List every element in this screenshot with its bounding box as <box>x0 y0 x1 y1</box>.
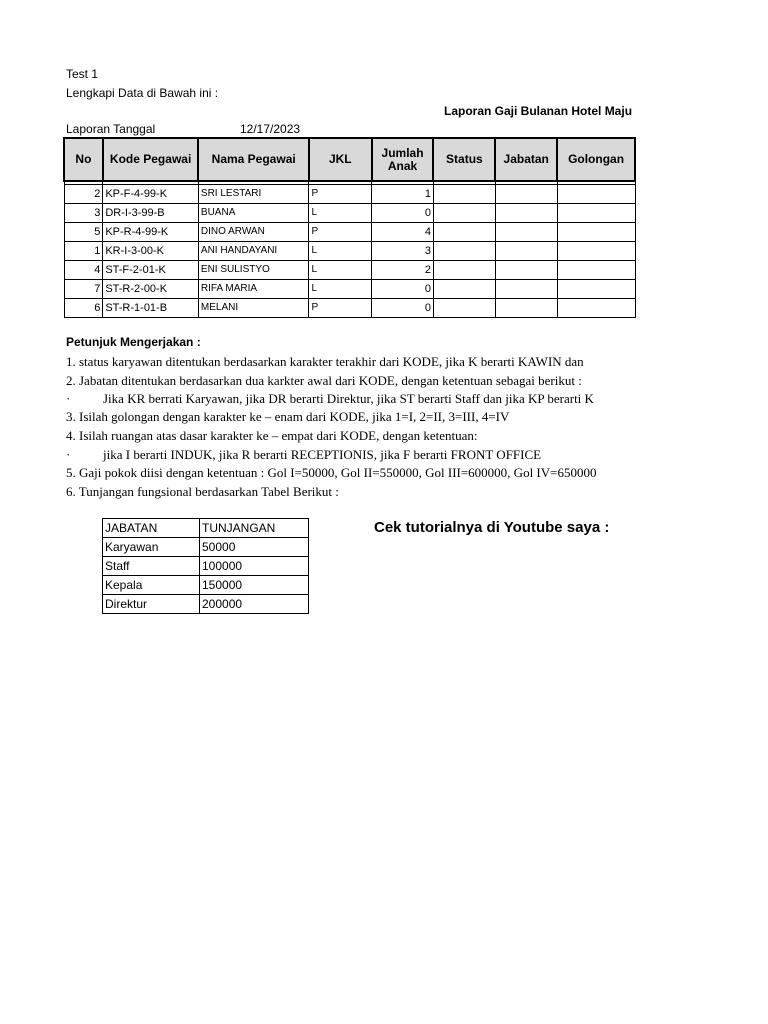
cell-kode[interactable]: DR-I-3-99-B <box>103 204 199 223</box>
cell-jkl[interactable]: L <box>309 280 372 299</box>
cell-no[interactable]: 2 <box>64 185 103 204</box>
table-row <box>64 223 635 242</box>
col-header-golongan: Golongan <box>557 138 635 181</box>
tunjangan-table <box>102 518 309 614</box>
table-row <box>64 204 635 223</box>
col-header-no: No <box>64 138 103 181</box>
cell-nama[interactable]: BUANA <box>198 204 309 223</box>
cell-golongan[interactable] <box>557 185 635 204</box>
col-header-jabatan: Jabatan <box>495 138 557 181</box>
cell-status[interactable] <box>433 204 495 223</box>
cell-jkl[interactable]: P <box>309 299 372 318</box>
tunjangan-jabatan[interactable]: Karyawan <box>103 538 200 557</box>
youtube-note: Cek tutorialnya di Youtube saya : <box>374 519 610 536</box>
tunjangan-nilai[interactable]: 50000 <box>200 538 309 557</box>
instruction-line-4: 4. Isilah ruangan atas dasar karakter ke – empat dari KODE, dengan ketentuan: <box>66 428 478 443</box>
table-row <box>64 261 635 280</box>
cell-jkl[interactable]: L <box>309 204 372 223</box>
cell-kode[interactable]: ST-R-1-01-B <box>103 299 199 318</box>
cell-anak[interactable]: 0 <box>372 299 434 318</box>
cell-nama[interactable]: ENI SULISTYO <box>198 261 309 280</box>
cell-golongan[interactable] <box>557 280 635 299</box>
cell-status[interactable] <box>433 261 495 280</box>
cell-anak[interactable]: 0 <box>372 280 434 299</box>
table-row <box>64 185 635 204</box>
cell-golongan[interactable] <box>557 261 635 280</box>
table-row <box>64 242 635 261</box>
instruction-text: Lengkapi Data di Bawah ini : <box>66 86 219 100</box>
cell-jkl[interactable]: L <box>309 261 372 280</box>
tunjangan-jabatan[interactable]: Direktur <box>103 595 200 614</box>
bullet-mark: · <box>66 391 71 406</box>
instruction-bullet-2: jika I berarti INDUK, jika R berarti RECEPTIONIS, jika F berarti FRONT OFFICE <box>103 447 542 462</box>
col-header-jkl: JKL <box>309 138 372 181</box>
cell-nama[interactable]: MELANI <box>198 299 309 318</box>
instruction-line-1: 1. status karyawan ditentukan berdasarkan karakter terakhir dari KODE, jika K berarti KAWIN dan <box>66 354 584 369</box>
col-header-nama: Nama Pegawai <box>198 138 309 181</box>
cell-jabatan[interactable] <box>495 280 557 299</box>
tunjangan-header-row <box>103 519 309 538</box>
cell-anak[interactable]: 0 <box>372 204 434 223</box>
cell-kode[interactable]: ST-F-2-01-K <box>103 261 199 280</box>
table-row <box>64 280 635 299</box>
col-header-anak: Jumlah Anak <box>372 138 434 181</box>
table-row <box>64 299 635 318</box>
cell-kode[interactable]: KP-F-4-99-K <box>103 185 199 204</box>
cell-no[interactable]: 7 <box>64 280 103 299</box>
cell-anak[interactable]: 1 <box>372 185 434 204</box>
cell-golongan[interactable] <box>557 204 635 223</box>
tunjangan-header-nilai[interactable]: TUNJANGAN <box>200 519 309 538</box>
date-value: 12/17/2023 <box>240 122 301 136</box>
tunjangan-header-jabatan[interactable]: JABATAN <box>103 519 200 538</box>
date-label: Laporan Tanggal <box>66 122 156 136</box>
instruction-line-6: 6. Tunjangan fungsional berdasarkan Tabel Berikut : <box>66 484 339 499</box>
cell-jkl[interactable]: L <box>309 242 372 261</box>
instruction-line-5: 5. Gaji pokok diisi dengan ketentuan : Gol I=50000, Gol II=550000, Gol III=600000, Gol IV=650000 <box>66 465 597 480</box>
bullet-mark: · <box>66 447 71 462</box>
cell-nama[interactable]: ANI HANDAYANI <box>198 242 309 261</box>
cell-anak[interactable]: 2 <box>372 261 434 280</box>
table-header-row <box>64 138 635 181</box>
cell-jkl[interactable]: P <box>309 223 372 242</box>
cell-status[interactable] <box>433 299 495 318</box>
cell-status[interactable] <box>433 242 495 261</box>
table-row <box>103 595 309 614</box>
col-header-kode: Kode Pegawai <box>103 138 199 181</box>
cell-anak[interactable]: 3 <box>372 242 434 261</box>
tunjangan-jabatan[interactable]: Staff <box>103 557 200 576</box>
instruction-bullet-1: Jika KR berrati Karyawan, jika DR berarti Direktur, jika ST berarti Staff dan jika KP berarti K <box>103 391 594 406</box>
cell-anak[interactable]: 4 <box>372 223 434 242</box>
instruction-line-3: 3. Isilah golongan dengan karakter ke – enam dari KODE, jika 1=I, 2=II, 3=III, 4=IV <box>66 409 510 424</box>
cell-golongan[interactable] <box>557 223 635 242</box>
tunjangan-nilai[interactable]: 200000 <box>200 595 309 614</box>
cell-nama[interactable]: DINO ARWAN <box>198 223 309 242</box>
tunjangan-jabatan[interactable]: Kepala <box>103 576 200 595</box>
salary-table <box>63 137 636 318</box>
cell-golongan[interactable] <box>557 242 635 261</box>
instruction-line-2: 2. Jabatan ditentukan berdasarkan dua karkter awal dari KODE, dengan ketentuan sebagai berikut : <box>66 373 582 388</box>
test-label: Test 1 <box>66 67 99 81</box>
cell-golongan[interactable] <box>557 299 635 318</box>
tunjangan-nilai[interactable]: 150000 <box>200 576 309 595</box>
instructions-heading: Petunjuk Mengerjakan : <box>66 335 201 349</box>
cell-status[interactable] <box>433 223 495 242</box>
cell-no[interactable]: 3 <box>64 204 103 223</box>
cell-status[interactable] <box>433 280 495 299</box>
cell-kode[interactable]: KP-R-4-99-K <box>103 223 199 242</box>
table-row <box>103 538 309 557</box>
cell-jabatan[interactable] <box>495 185 557 204</box>
cell-nama[interactable]: SRI LESTARI <box>198 185 309 204</box>
report-title: Laporan Gaji Bulanan Hotel Maju <box>444 104 633 118</box>
col-header-status: Status <box>433 138 495 181</box>
cell-no[interactable]: 1 <box>64 242 103 261</box>
cell-status[interactable] <box>433 185 495 204</box>
cell-jabatan[interactable] <box>495 204 557 223</box>
cell-no[interactable]: 6 <box>64 299 103 318</box>
cell-no[interactable]: 5 <box>64 223 103 242</box>
table-row <box>103 576 309 595</box>
cell-jkl[interactable]: P <box>309 185 372 204</box>
cell-kode[interactable]: ST-R-2-00-K <box>103 280 199 299</box>
cell-jabatan[interactable] <box>495 242 557 261</box>
table-row <box>103 557 309 576</box>
cell-jabatan[interactable] <box>495 223 557 242</box>
cell-no[interactable]: 4 <box>64 261 103 280</box>
cell-kode[interactable]: KR-I-3-00-K <box>103 242 199 261</box>
cell-jabatan[interactable] <box>495 299 557 318</box>
tunjangan-nilai[interactable]: 100000 <box>200 557 309 576</box>
cell-nama[interactable]: RIFA MARIA <box>198 280 309 299</box>
cell-jabatan[interactable] <box>495 261 557 280</box>
